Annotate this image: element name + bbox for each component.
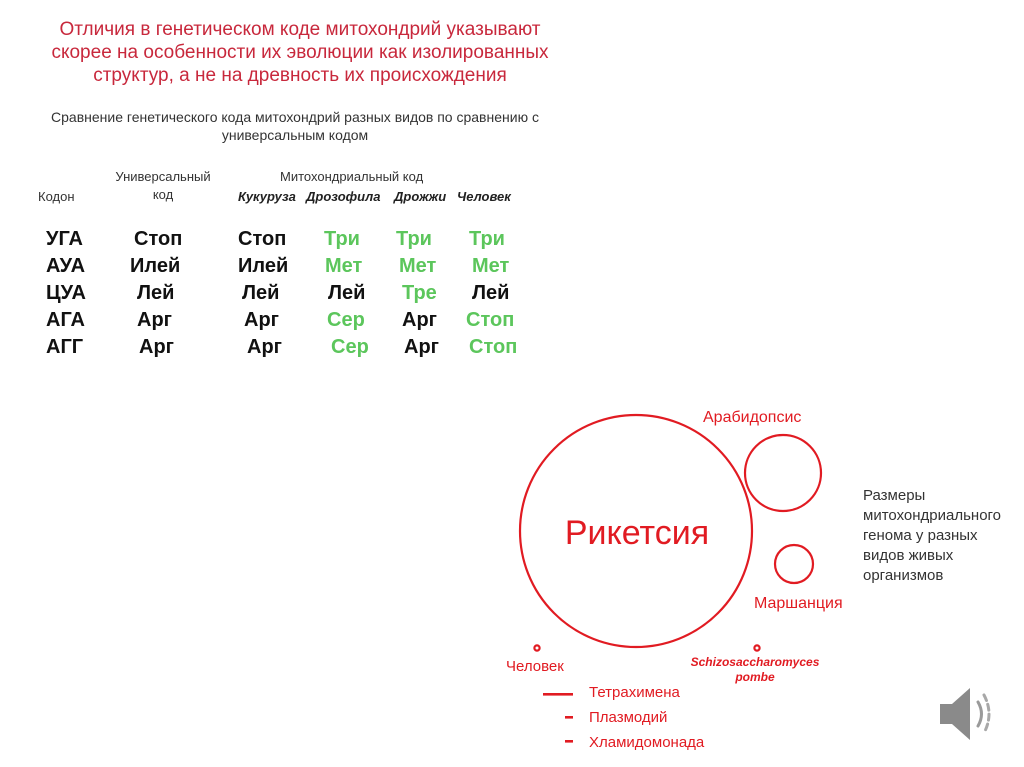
diagram-caption (863, 486, 1023, 586)
universal-header-line: Универсальный (115, 169, 211, 184)
caption-line: митохондриального (863, 507, 1002, 524)
universal-header-line: код (152, 187, 174, 202)
human-dot (534, 645, 539, 650)
table-cell-mito: Лей (328, 282, 366, 304)
table-cell-mito: Стоп (466, 309, 515, 331)
arabidopsis-label: Арабидопсис (703, 409, 802, 426)
tetrahymena-label: Тетрахимена (589, 684, 680, 701)
chlamydomonas-bar (565, 740, 573, 743)
arabidopsis-circle (745, 435, 821, 511)
table-cell-mito: Мет (399, 255, 437, 277)
caption-line: организмов (863, 567, 944, 584)
table-cell-mito: Лей (242, 282, 280, 304)
table-cell-mito: Мет (472, 255, 510, 277)
plasmodium-bar (565, 716, 573, 719)
table-cell-codon: АУА (46, 255, 86, 277)
table-cell-mito: Лей (472, 282, 510, 304)
table-cell-codon: УГА (46, 228, 83, 250)
speaker-icon[interactable] (930, 678, 1002, 755)
table-cell-universal: Арг (139, 336, 174, 358)
title-line: структур, а не на древность их происхождения (93, 65, 507, 86)
table-cell-mito: Арг (404, 336, 439, 358)
marchantia-label: Маршанция (754, 595, 843, 612)
rickettsia-label: Рикетсия (564, 514, 710, 552)
table-cell-mito: Три (396, 228, 432, 250)
table-cell-mito: Сер (331, 336, 369, 358)
table-cell-universal: Арг (137, 309, 172, 331)
table-cell-mito: Арг (247, 336, 282, 358)
caption-line: Размеры (863, 487, 926, 504)
species-header-maize: Кукуруза (238, 189, 296, 204)
plasmodium-label: Плазмодий (589, 709, 668, 726)
tetrahymena-bar (543, 693, 573, 696)
table-cell-mito: Стоп (238, 228, 287, 250)
schizo-label-line2: pombe (735, 670, 775, 684)
table-cell-mito: Три (324, 228, 360, 250)
marchantia-circle (775, 545, 813, 583)
human-label: Человек (506, 658, 564, 675)
species-header-drosophila: Дрозофила (306, 189, 381, 204)
table-cell-codon: АГГ (46, 336, 84, 358)
table-cell-mito: Мет (325, 255, 363, 277)
schizo-label-line1: Schizosaccharomyces (690, 655, 820, 669)
table-cell-mito: Стоп (469, 336, 518, 358)
subtitle-line: Сравнение генетического кода митохондрий разных видов по сравнению с (51, 109, 539, 125)
schizo-dot (754, 645, 759, 650)
codon-header: Кодон (38, 189, 75, 204)
caption-line: видов живых (863, 547, 954, 564)
species-header-yeast: Дрожжи (394, 189, 447, 204)
table-cell-mito: Сер (327, 309, 365, 331)
table-cell-mito: Тре (402, 282, 437, 304)
table-cell-universal: Лей (137, 282, 175, 304)
chlamydomonas-label: Хламидомонада (589, 734, 705, 751)
subtitle-line: универсальным кодом (221, 127, 369, 143)
table-cell-universal: Илей (130, 255, 181, 277)
species-header-human: Человек (457, 189, 511, 204)
table-cell-mito: Илей (238, 255, 289, 277)
table-cell-codon: ЦУА (46, 282, 86, 304)
title-line: скорее на особенности их эволюции как изолированных (51, 42, 549, 63)
table-cell-mito: Три (469, 228, 505, 250)
caption-line: генома у разных (863, 527, 978, 544)
mito-header: Митохондриальный код (280, 169, 424, 184)
table-cell-mito: Арг (402, 309, 437, 331)
table-cell-mito: Арг (244, 309, 279, 331)
title-line: Отличия в генетическом коде митохондрий указывают (59, 19, 541, 40)
table-cell-universal: Стоп (134, 228, 183, 250)
table-cell-codon: АГА (46, 309, 85, 331)
